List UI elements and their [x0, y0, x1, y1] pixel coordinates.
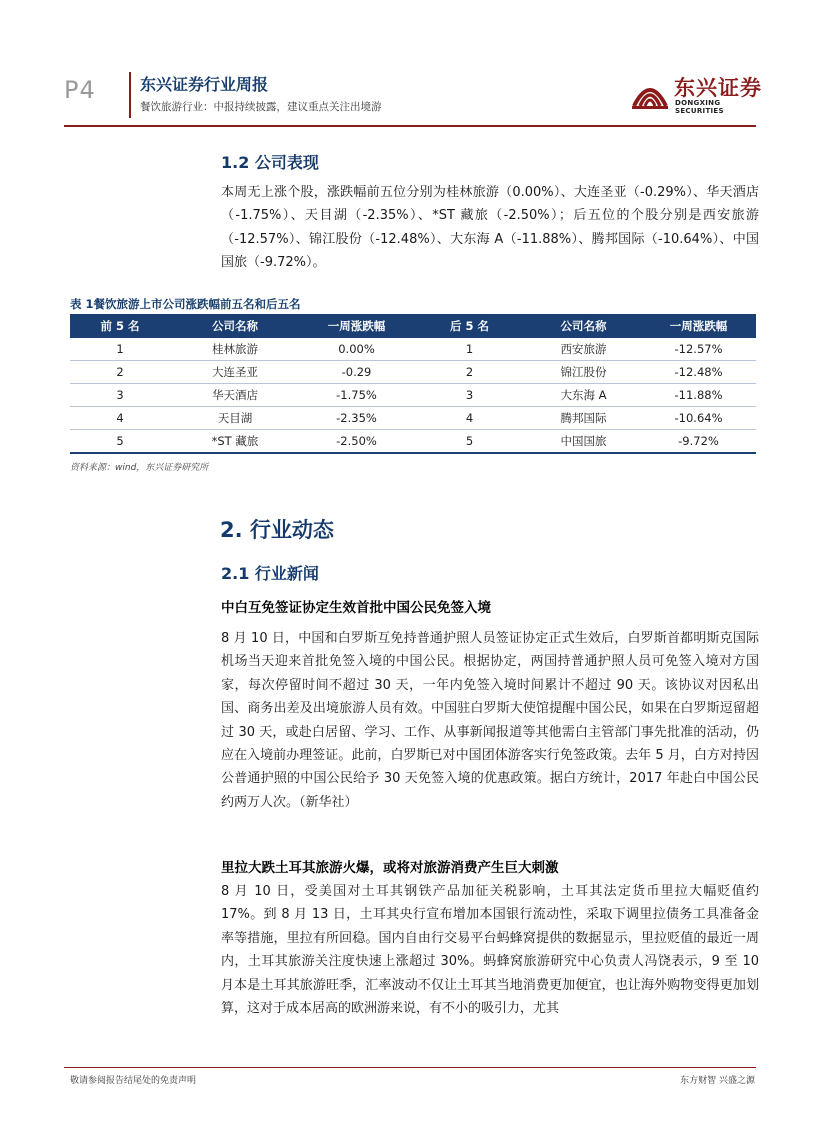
table-cell: -2.50% — [300, 430, 413, 454]
logo-text-en: DONGXING SECURITIES — [675, 99, 724, 115]
table-cell: 3 — [70, 384, 170, 407]
report-name: 东兴证券行业周报 — [140, 75, 269, 94]
logo-icon — [630, 72, 670, 112]
news-title-belarus-visa: 中白互免签证协定生效首批中国公民免签入境 — [221, 600, 491, 616]
col-header-top5-rank: 前 5 名 — [70, 314, 170, 338]
footer-slogan: 东方财智 兴盛之源 — [680, 1076, 755, 1086]
table-cell: 桂林旅游 — [170, 338, 300, 361]
col-header-company: 公司名称 — [170, 314, 300, 338]
col-header-weekly-change: 一周涨跌幅 — [300, 314, 413, 338]
table-cell: *ST 藏旅 — [170, 430, 300, 454]
logo-text-cn: 东兴证券 — [674, 76, 762, 100]
page-number: P4 — [64, 76, 96, 104]
table-cell: -10.64% — [641, 407, 756, 430]
table-cell: 大东海 A — [526, 384, 641, 407]
table-cell: 3 — [413, 384, 526, 407]
news-body-text: 8 月 10 日，中国和白罗斯互免持普通护照人员签证协定正式生效后，白罗斯首都明斯克国际机场当天迎来首批免签入境的中国公民。根据协定，两国持普通护照人员可免签入境对方国家，每次停留时间不超过 30 天，一年内免签入境时间累计不超过 90 天。该协议对因私出国、商务出差及出境旅游人员有效。中国驻白罗斯大使馆提醒中国公民，如果在白罗斯逗留超过 30 天，或赴白居留、学习、工作、从事新闻报道等其他需白主管部门事先批准的活动，仍应在入境前办理签证。此前，白罗斯已对中国团体游客实行免签政策。去年 5 月，白方对持因公普通护照的中国公民给予 30 天免签入境的优惠政策。据白方统计，2017 年赴白中国公民约两万人次。（新华社） — [221, 631, 759, 810]
table-cell: 1 — [70, 338, 170, 361]
header-rule — [64, 125, 756, 127]
table-cell: 锦江股份 — [526, 361, 641, 384]
table-cell: 大连圣亚 — [170, 361, 300, 384]
gainers-losers-table — [70, 314, 756, 454]
table-header-row — [70, 314, 756, 338]
table-cell: 2 — [413, 361, 526, 384]
table-cell: -2.35% — [300, 407, 413, 430]
section-heading-2-1: 2.1 行业新闻 — [221, 564, 319, 583]
table-cell: 腾邦国际 — [526, 407, 641, 430]
news-body-turkey-lira — [221, 880, 759, 1020]
table-cell: -0.29 — [300, 361, 413, 384]
table-cell: -11.88% — [641, 384, 756, 407]
table-cell: 中国国旅 — [526, 430, 641, 454]
table-cell: -12.48% — [641, 361, 756, 384]
table-cell: 西安旅游 — [526, 338, 641, 361]
footer-disclaimer-note: 敬请参阅报告结尾处的免责声明 — [70, 1076, 197, 1086]
table-row — [70, 384, 756, 407]
table-cell: -1.75% — [300, 384, 413, 407]
col-header-weekly-change: 一周涨跌幅 — [641, 314, 756, 338]
section-heading-1-2: 1.2 公司表现 — [221, 153, 319, 172]
news-title-turkey-lira: 里拉大跌土耳其旅游火爆，或将对旅游消费产生巨大刺激 — [221, 860, 559, 876]
section-heading-2: 2. 行业动态 — [220, 518, 334, 542]
table-cell: -12.57% — [641, 338, 756, 361]
company-logo — [630, 70, 770, 114]
col-header-company: 公司名称 — [526, 314, 641, 338]
table-cell: 0.00% — [300, 338, 413, 361]
table-cell: 5 — [413, 430, 526, 454]
table-cell: 天目湖 — [170, 407, 300, 430]
table-row — [70, 338, 756, 361]
news-body-text: 8 月 10 日，受美国对土耳其钢铁产品加征关税影响，土耳其法定货币里拉大幅贬值约 17%。到 8 月 13 日，土耳其央行宣布增加本国银行流动性，采取下调里拉债务工具准备金率等措施，里拉有所回稳。国内自由行交易平台蚂蜂窝提供的数据显示，里拉贬值的最近一周内，土耳其旅游关注度快速上涨超过 30%。蚂蜂窝旅游研究中心负责人冯饶表示，9 至 10 月本是土耳其旅游旺季，汇率波动不仅让土耳其当地消费更加便宜，也让海外购物变得更加划算，这对于成本居高的欧洲游来说，有不小的吸引力，尤其 — [221, 884, 759, 1017]
paragraph-text: 本周无上涨个股，涨跌幅前五位分别为桂林旅游（0.00%）、大连圣亚（-0.29%）、华天酒店（-1.75%）、天目湖（-2.35%）、*ST 藏旅（-2.50%）；后五位的个股分别是西安旅游（-12.57%）、锦江股份（-12.48%）、大东海 A（-11.88%）、腾邦国际（-10.64%）、中国国旅（-9.72%）。 — [221, 185, 759, 271]
table-cell: 5 — [70, 430, 170, 454]
table-cell: 2 — [70, 361, 170, 384]
news-body-belarus-visa — [221, 627, 759, 814]
table-row — [70, 407, 756, 430]
table-cell: -9.72% — [641, 430, 756, 454]
report-subtitle: 餐饮旅游行业：中报持续披露，建议重点关注出境游 — [140, 101, 382, 113]
table-row — [70, 430, 756, 454]
col-header-bottom5-rank: 后 5 名 — [413, 314, 526, 338]
table-caption: 表 1餐饮旅游上市公司涨跌幅前五名和后五名 — [70, 297, 301, 311]
table-cell: 华天酒店 — [170, 384, 300, 407]
table-row — [70, 361, 756, 384]
footer-rule — [64, 1067, 756, 1068]
header-divider — [129, 72, 131, 118]
table-cell: 4 — [413, 407, 526, 430]
table-source-note: 资料来源：wind，东兴证券研究所 — [70, 463, 209, 473]
table-cell: 1 — [413, 338, 526, 361]
table-cell: 4 — [70, 407, 170, 430]
company-performance-paragraph — [221, 181, 759, 275]
